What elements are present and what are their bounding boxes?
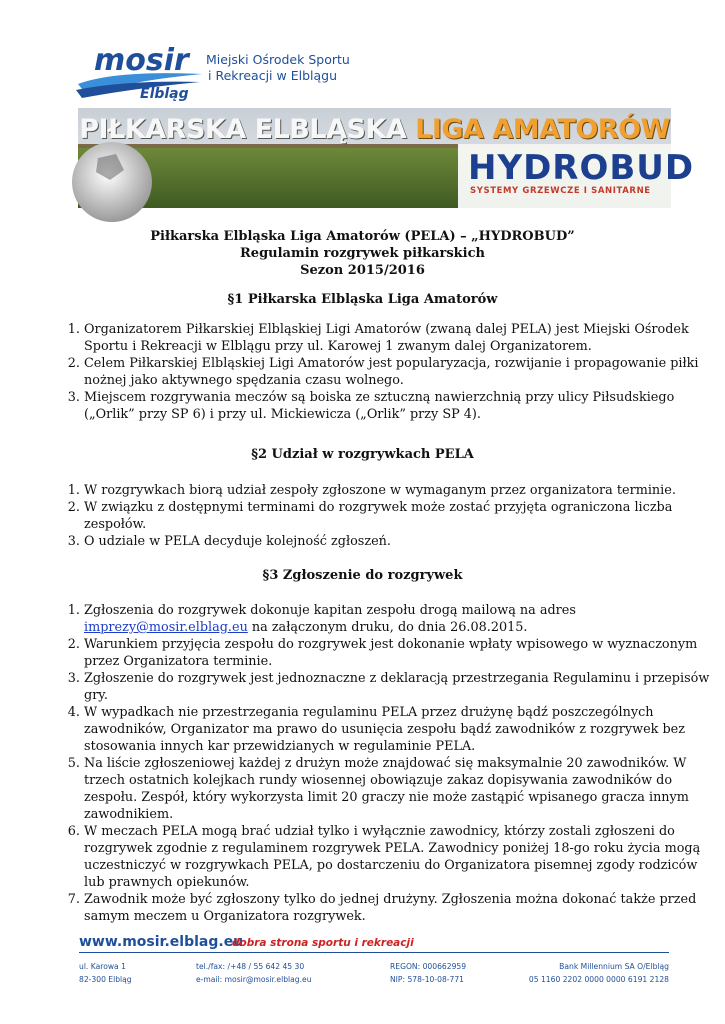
org-name-line1: Miejski Ośrodek Sportu [206,52,350,67]
list-item: 1. W rozgrywkach biorą udział zespoły zgłoszone w wymaganym przez organizatora terminie. [84,482,712,499]
footer-address-line2: 82-300 Elbląg [79,975,132,984]
list-item: 3. Miejscem rozgrywania meczów są boiska ze sztuczną nawierzchnią przy ulicy Piłsudskiego („Orlik” przy SP 6) i przy ul. Mickiewicza („Orlik” przy SP 4). [84,389,712,423]
footer-bank [527,960,669,986]
banner-title-part2: LIGA AMATORÓW [415,114,670,145]
logo-city: Elbląg [140,86,189,102]
title-line2: Regulamin rozgrywek piłkarskich [240,246,485,261]
document-title [0,228,725,279]
footer-address [79,960,132,986]
banner-title-part1: PIŁKARSKA ELBLĄSKA [79,114,407,145]
footer-bank-account: 05 1160 2202 0000 0000 6191 2128 [528,975,669,984]
org-name [206,52,350,84]
footer-address-line1: ul. Karowa 1 [79,962,126,971]
footer-slogan: dobra strona sportu i rekreacji [232,937,414,949]
sponsor-tagline: SYSTEMY GRZEWCZE I SANITARNE [470,186,651,196]
footer-registry [390,960,466,986]
item-text: Zgłoszenia do rozgrywek dokonuje kapitan zespołu drogą mailową na adres [84,603,576,618]
logo-word: mosir [94,43,189,78]
title-line1: Piłkarska Elbląska Liga Amatorów (PELA) – „HYDROBUD” [150,229,575,244]
section2-list [62,482,712,550]
list-item: 2. Celem Piłkarskiej Elbląskiej Ligi Amatorów jest popularyzacja, rozwijanie i propagowanie piłki nożnej jako aktywnego spędzania czasu wolnego. [84,355,712,389]
list-item: 3. O udziale w PELA decyduje kolejność zgłoszeń. [84,533,712,550]
footer-contact [196,960,312,986]
footer-bank-name: Bank Millennium SA O/Elbląg [559,962,669,971]
section3-list [62,602,712,925]
list-item: 5. Na liście zgłoszeniowej każdej z drużyn może znajdować się maksymalnie 20 zawodników. W trzech ostatnich kolejkach rundy wiosennej obowiązuje zakaz dopisywania zawodników do zespołu. Zespół, który wykorzysta limit 20 graczy nie może zastąpić wpisanego gracza innym zawodnikiem. [84,755,712,823]
list-item: 6. W meczach PELA mogą brać udział tylko i wyłącznie zawodnicy, którzy zostali zgłoszeni do rozgrywek zgodnie z regulaminem rozgrywek PELA. Zawodnicy poniżej 18-go roku życia mogą uczestniczyć w rozgrywkach PELA, po dostarczeniu do Organizatora pisemnej zgody rodziców lub prawnych opiekunów. [84,823,712,891]
sponsor-name: HYDROBUD [468,148,695,188]
list-item: 2. Warunkiem przyjęcia zespołu do rozgrywek jest dokonanie wpłaty wpisowego w wyznaczonym przez Organizatora terminie. [84,636,712,670]
footer-regon: REGON: 000662959 [390,962,467,971]
footer-email[interactable]: e-mail: mosir@mosir.elblag.eu [196,975,312,984]
email-link[interactable]: imprezy@mosir.elblag.eu [84,620,248,635]
banner-title [78,114,671,145]
footer-nip: NIP: 578-10-08-771 [390,975,465,984]
section3-heading: §3 Zgłoszenie do rozgrywek [262,568,463,583]
list-item: 2. W związku z dostępnymi terminami do rozgrywek może zostać przyjęta ograniczona liczba zespołów. [84,499,712,533]
footer-website[interactable]: www.mosir.elblag.eu [79,934,244,950]
list-item: 7. Zawodnik może być zgłoszony tylko do jednej drużyny. Zgłoszenia można dokonać także przed samym meczem u Organizatora rozgrywek. [84,891,712,925]
footer-divider [79,952,669,953]
footer-phone: tel./fax: /+48 / 55 642 45 30 [196,962,305,971]
org-name-line2: i Rekreacji w Elblągu [208,68,337,83]
league-banner [78,108,695,208]
title-line3: Sezon 2015/2016 [300,263,425,278]
list-item: 3. Zgłoszenie do rozgrywek jest jednoznaczne z deklaracją przestrzegania Regulaminu i przepisów gry. [84,670,712,704]
list-item [84,602,712,636]
section2-heading: §2 Udział w rozgrywkach PELA [251,447,474,462]
section1-list [62,321,712,423]
mosir-logo [76,40,204,102]
list-item: 1. Organizatorem Piłkarskiej Elbląskiej Ligi Amatorów (zwaną dalej PELA) jest Miejski Ośrodek Sportu i Rekreacji w Elblągu przy ul. Karowej 1 zwanym dalej Organizatorem. [84,321,712,355]
list-item: 4. W wypadkach nie przestrzegania regulaminu PELA przez drużynę bądź poszczególnych zawodników, Organizator ma prawo do usunięcia zespołu bądź zawodników z rozgrywek bez stosowania innych kar przewidzianych w regulaminie PELA. [84,704,712,755]
item-text: na załączonym druku, do dnia 26.08.2015. [247,620,528,635]
section1-heading: §1 Piłkarska Elbląska Liga Amatorów [227,292,498,307]
